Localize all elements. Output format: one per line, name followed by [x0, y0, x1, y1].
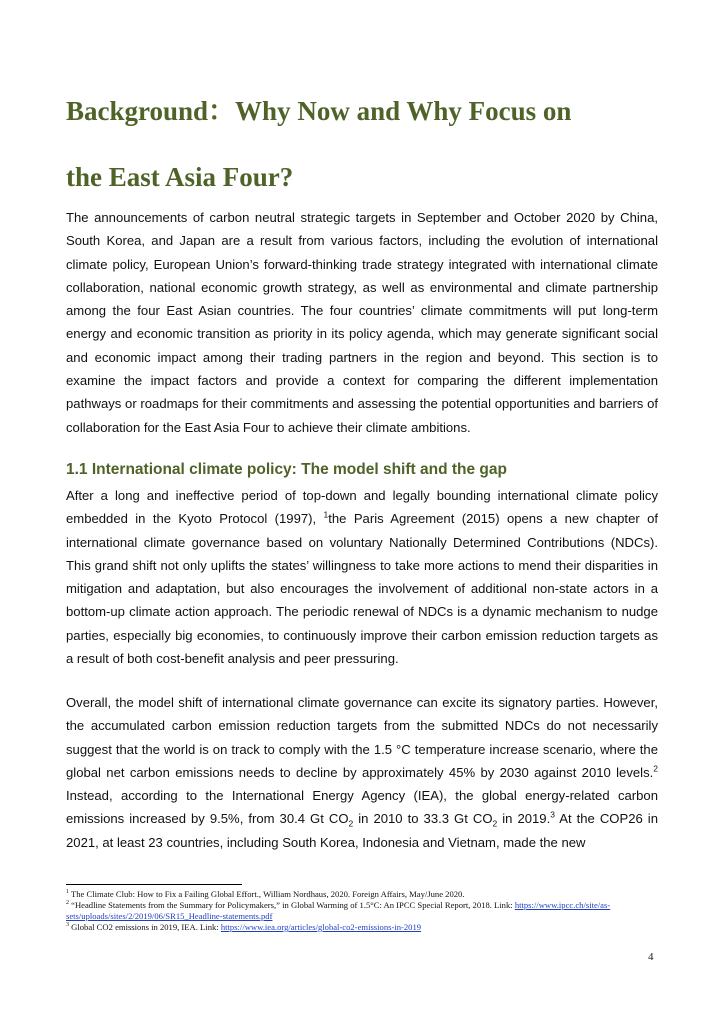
footnote-ref-3[interactable]: 3: [550, 810, 555, 821]
p2-text-e: At the COP26 in 2021, at least 23 countries, including South Korea, Indonesia and Vietnam, made the new: [66, 811, 658, 850]
footnote-number: 3: [66, 922, 69, 929]
iea-link[interactable]: https://www.iea.org/articles/global-co2-emissions-in-2019: [220, 922, 422, 932]
footnote-1: [66, 889, 666, 900]
footnote-divider: [66, 884, 242, 885]
footnote-text: “Headline Statements from the Summary for Policymakers,” in Global Warming of 1.5°C: An IPCC Special Report, 2018. Link:: [69, 900, 515, 910]
intro-paragraph: The announcements of carbon neutral strategic targets in September and October 2020 by China, South Korea, and Japan are a result from various factors, including the evolution of international climate policy, European Union’s forward-thinking trade strategy integrated with international climate collaboration, national economic growth strategy, as well as environmental and climate partnership among the four East Asian countries. The four countries’ climate commitments will put long-term energy and economic transition as priority in its policy agenda, which may generate significant social and economic impact among their trading partners in the region and beyond. This section is to examine the impact factors and provide a context for comparing the different implementation pathways or roadmaps for their commitments and assessing the potential opportunities and barriers of collaboration for the East Asia Four to achieve their climate ambitions.: [66, 210, 658, 435]
footnote-text: The Climate Club: How to Fix a Failing Global Effort., William Nordhaus, 2020. Foreign Affairs, May/June 2020.: [69, 889, 465, 899]
p2-text-d: in 2019.: [497, 811, 551, 827]
section-heading: 1.1 International climate policy: The model shift and the gap: [66, 461, 507, 478]
footnote-ref-2[interactable]: 2: [653, 763, 658, 774]
footnote-2: [66, 900, 666, 922]
footnote-ref-1[interactable]: 1: [323, 509, 329, 520]
page-number: 4: [648, 951, 654, 963]
footnote-number: 1: [66, 889, 69, 896]
footnote-number: 2: [66, 900, 69, 907]
ipcc-link[interactable]: https://www.ipcc.ch/site/as- sets/uploads/sites/2/2019/06/SR15_Headline-statements.pdf: [66, 900, 611, 921]
footnote-3: [66, 922, 666, 933]
p1-text-b: the Paris Agreement (2015) opens a new chapter of international climate governance based on voluntary Nationally Determined Contributions (NDCs). This grand shift not only uplifts the states’ willingness to take more actions to mend their disparities in mitigation and adaptation, but also encourages the involvement of additional non-state actors in a bottom-up climate action approach. The periodic renewal of NDCs is a dynamic mechanism to nudge parties, especially big economies, to continuously improve their carbon emission reduction targets as a result of both cost-benefit analysis and peer pressuring.: [66, 511, 658, 667]
footnotes: [66, 889, 666, 933]
co2-subscript: 2: [492, 819, 498, 830]
co2-subscript: 2: [348, 819, 354, 830]
section-paragraph-2: [66, 691, 658, 854]
page-title-line-1: Background：Why Now and Why Focus on: [66, 96, 572, 126]
p1-text-a: After a long and ineffective period of top-down and legally bounding international climate policy embedded in the Kyoto Protocol (1997),: [66, 488, 658, 527]
p2-text-c: in 2010 to 33.3 Gt CO: [353, 811, 493, 827]
footnote-text: Global CO2 emissions in 2019, IEA. Link:: [69, 922, 221, 932]
p2-text-b: Instead, according to the International Energy Agency (IEA), the global energy-related carbon emissions increased by 9.5%, from 30.4 Gt CO: [66, 788, 658, 827]
page-title-line-2: the East Asia Four?: [66, 162, 294, 192]
p2-text-a: Overall, the model shift of international climate governance can excite its signatory parties. However, the accumulated carbon emission reduction targets from the submitted NDCs do not necessarily suggest that the world is on track to comply with the 1.5 °C temperature increase scenario, where the global net carbon emissions needs to decline by approximately 45% by 2030 against 2010 levels.: [66, 695, 658, 780]
section-paragraph-1: [66, 484, 658, 670]
